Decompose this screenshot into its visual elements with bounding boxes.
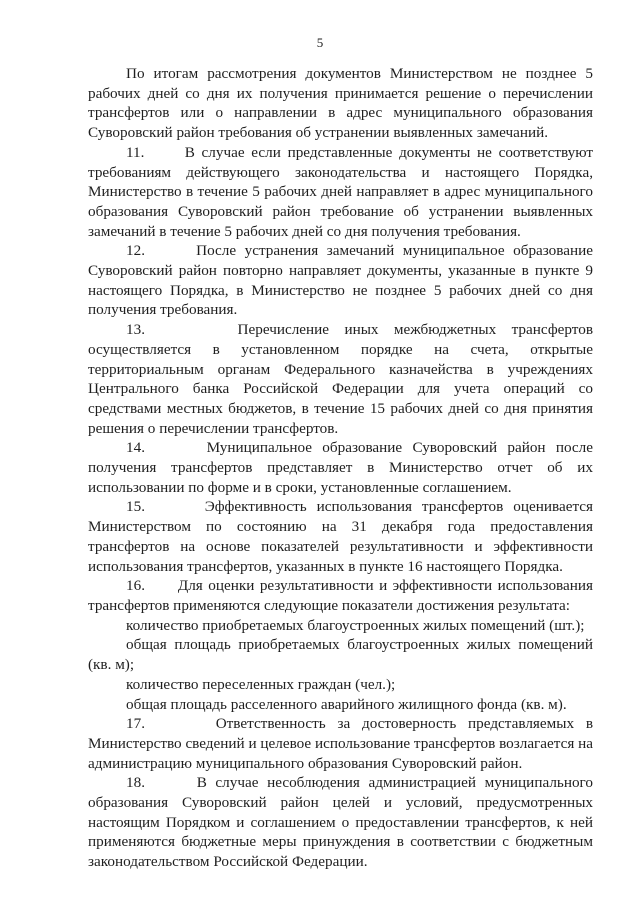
paragraph-15: 15. Эффективность использования трансфертов оценивается Министерством по состоянию на 31 декабря года предоставления трансфертов на основе показателей результативности и эффективности использования трансфертов, указанных в пункте 16 настоящего Порядка.: [88, 498, 593, 575]
page-number: 5: [316, 35, 324, 50]
paragraph-intro: По итогам рассмотрения документов Министерством не позднее 5 рабочих дней со дня их получения принимается решение о перечислении трансфертов или о направлении в адрес муниципального образования Суворовский район требования об устранении выявленных замечаний.: [88, 65, 593, 142]
indicator-item: общая площадь расселенного аварийного жилищного фонда (кв. м).: [126, 695, 567, 713]
indicator-item: количество приобретаемых благоустроенных жилых помещений (шт.);: [126, 616, 585, 634]
paragraph-14: 14. Муниципальное образование Суворовский район после получения трансфертов представляет в Министерство отчет об их использовании по форме и в сроки, установленные соглашением.: [88, 439, 593, 496]
paragraph-11: 11. В случае если представленные документы не соответствуют требованиям действующего законодательства и настоящего Порядка, Министерство в течение 5 рабочих дней направляет в адрес муниципального образования Суворовский район требование об устранении выявленных замечаний в течение 5 рабочих дней со дня получения требования.: [88, 143, 593, 240]
paragraph-13: 13. Перечисление иных межбюджетных трансфертов осуществляется в установленном порядке на счета, открытые территориальным органам Федерального казначейства в учреждениях Центрального банка Российской Федерации для учета операций со средствами местных бюджетов, в течение 15 рабочих дней со дня принятия решения о перечислении трансфертов.: [88, 321, 593, 437]
paragraph-16: 16. Для оценки результативности и эффективности использования трансфертов применяются следующие показатели достижения результата:: [88, 577, 593, 614]
document-body: [88, 64, 593, 872]
indicator-item: количество переселенных граждан (чел.);: [126, 675, 396, 693]
indicator-item: общая площадь приобретаемых благоустроенных жилых помещений (кв. м);: [88, 636, 593, 674]
paragraph-12: 12. После устранения замечаний муниципальное образование Суворовский район повторно направляет документы, указанные в пункте 9 настоящего Порядка, в Министерство не позднее 5 рабочих дней со дня получения требования.: [88, 242, 593, 319]
paragraph-17: 17. Ответственность за достоверность представляемых в Министерство сведений и целевое использование трансфертов возлагается на администрацию муниципального образования Суворовский район.: [88, 715, 593, 772]
paragraph-18: 18. В случае несоблюдения администрацией муниципального образования Суворовский район целей и условий, предусмотренных настоящим Порядком и соглашением о предоставлении трансфертов, к ней применяются бюджетные меры принуждения в соответствии с бюджетным законодательством Российской Федерации.: [88, 774, 593, 871]
